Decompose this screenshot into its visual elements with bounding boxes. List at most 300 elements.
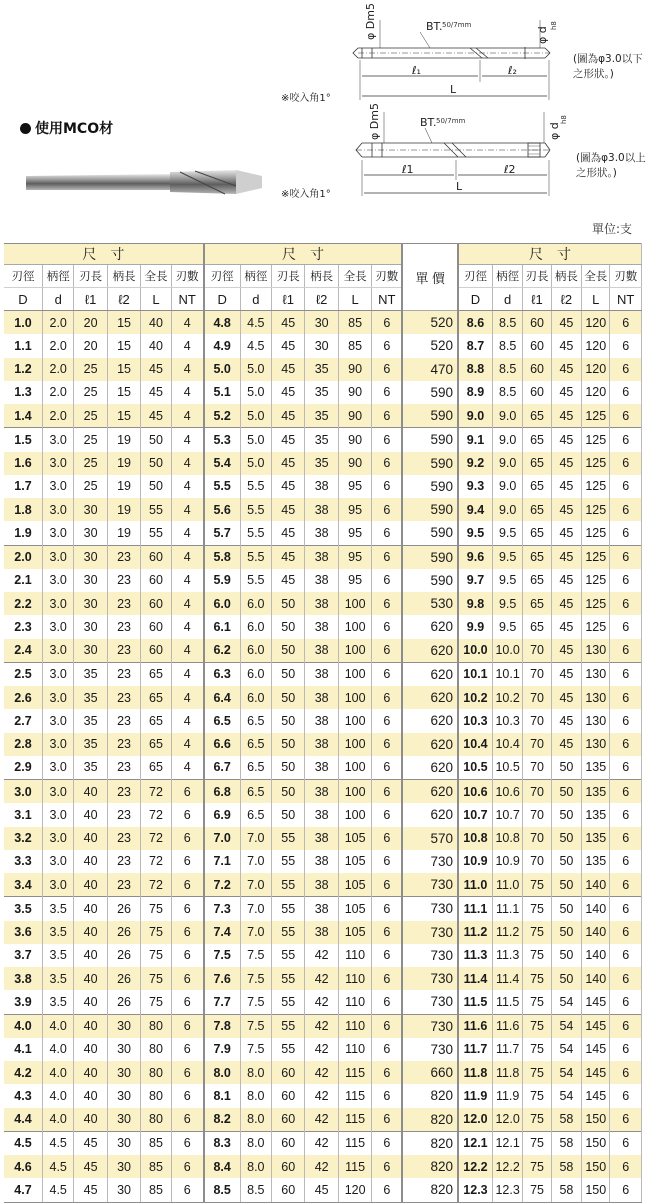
cell-blade-len: 65 <box>523 615 551 638</box>
cell-blade-dia: 11.5 <box>458 990 492 1014</box>
cell-total-len: 145 <box>582 1061 610 1084</box>
cell-blade-len: 40 <box>74 827 107 850</box>
cell-shank-len: 50 <box>551 780 581 804</box>
cell-flute-count: 6 <box>610 428 642 452</box>
cell-flute-count: 6 <box>372 709 402 732</box>
spec-table <box>4 243 642 1203</box>
cell-shank-dia: 10.9 <box>492 850 522 873</box>
cell-blade-len: 65 <box>523 428 551 452</box>
cell-blade-dia: 3.2 <box>4 827 43 850</box>
cell-total-len: 100 <box>338 756 371 780</box>
cell-shank-dia: 5.0 <box>240 381 271 404</box>
cell-flute-count: 6 <box>171 873 203 897</box>
cell-blade-len: 40 <box>74 1061 107 1084</box>
cell-blade-dia: 9.9 <box>458 615 492 638</box>
cell-total-len: 150 <box>582 1178 610 1202</box>
cell-total-len: 130 <box>582 709 610 732</box>
columns_cn-2-3: 柄長 <box>551 265 581 288</box>
cell-flute-count: 6 <box>171 990 203 1014</box>
cell-total-len: 72 <box>141 803 171 826</box>
cell-shank-len: 42 <box>305 967 338 990</box>
cell-blade-dia: 5.7 <box>204 521 240 545</box>
cell-flute-count: 4 <box>171 358 203 381</box>
cell-blade-dia: 1.1 <box>4 334 43 357</box>
cell-blade-dia: 1.4 <box>4 404 43 428</box>
cell-total-len: 90 <box>338 452 371 475</box>
cell-flute-count: 6 <box>610 452 642 475</box>
cell-flute-count: 6 <box>610 944 642 967</box>
cell-total-len: 145 <box>582 990 610 1014</box>
table-row <box>4 521 642 545</box>
cell-unit-price: 590 <box>402 569 458 592</box>
cell-blade-len: 55 <box>272 827 305 850</box>
cell-shank-dia: 6.0 <box>240 639 271 663</box>
cell-unit-price: 660 <box>402 1061 458 1084</box>
cell-blade-dia: 8.2 <box>204 1108 240 1132</box>
cell-shank-len: 23 <box>107 803 140 826</box>
cell-flute-count: 6 <box>372 428 402 452</box>
cell-shank-dia: 9.5 <box>492 545 522 569</box>
cell-unit-price: 820 <box>402 1108 458 1132</box>
cell-shank-dia: 3.0 <box>43 756 74 780</box>
material-text: 使用MCO材 <box>35 121 114 137</box>
cell-blade-len: 75 <box>523 1131 551 1155</box>
cell-blade-dia: 3.4 <box>4 873 43 897</box>
cell-shank-dia: 3.0 <box>43 615 74 638</box>
group-header-1: 尺 寸 <box>4 244 204 265</box>
cell-flute-count: 6 <box>610 873 642 897</box>
cell-shank-len: 15 <box>107 381 140 404</box>
cell-shank-len: 15 <box>107 404 140 428</box>
cell-shank-len: 50 <box>551 967 581 990</box>
cell-blade-dia: 7.6 <box>204 967 240 990</box>
cell-blade-len: 70 <box>523 827 551 850</box>
cell-flute-count: 6 <box>610 709 642 732</box>
cell-flute-count: 6 <box>171 1131 203 1155</box>
cell-total-len: 140 <box>582 921 610 944</box>
cell-blade-dia: 5.2 <box>204 404 240 428</box>
cell-flute-count: 6 <box>372 990 402 1014</box>
cell-flute-count: 6 <box>610 569 642 592</box>
cell-blade-dia: 2.0 <box>4 545 43 569</box>
cell-total-len: 100 <box>338 639 371 663</box>
cell-blade-len: 40 <box>74 897 107 921</box>
cell-total-len: 72 <box>141 780 171 804</box>
cell-shank-len: 38 <box>305 662 338 686</box>
cell-total-len: 110 <box>338 1038 371 1061</box>
cell-shank-len: 45 <box>551 615 581 638</box>
cell-flute-count: 6 <box>372 1108 402 1132</box>
table-row <box>4 873 642 897</box>
table-row <box>4 639 642 663</box>
cell-shank-dia: 4.0 <box>43 1014 74 1038</box>
dm-label-bottom: φ Dm5 <box>368 103 381 140</box>
cell-shank-len: 38 <box>305 569 338 592</box>
cell-flute-count: 4 <box>171 733 203 756</box>
cell-shank-dia: 3.5 <box>43 990 74 1014</box>
cell-blade-dia: 2.2 <box>4 592 43 615</box>
columns_sym-2-1: d <box>492 288 522 311</box>
cell-flute-count: 4 <box>171 756 203 780</box>
spec-table-body <box>4 244 642 1203</box>
table-row <box>4 428 642 452</box>
cell-total-len: 80 <box>141 1061 171 1084</box>
cell-flute-count: 6 <box>171 850 203 873</box>
cell-total-len: 115 <box>338 1061 371 1084</box>
cell-flute-count: 6 <box>372 686 402 709</box>
cell-blade-len: 60 <box>272 1155 305 1178</box>
cell-unit-price: 590 <box>402 498 458 521</box>
cell-shank-len: 19 <box>107 498 140 521</box>
cell-flute-count: 6 <box>372 1061 402 1084</box>
cell-blade-dia: 9.7 <box>458 569 492 592</box>
cell-blade-len: 60 <box>272 1061 305 1084</box>
table-row <box>4 381 642 404</box>
table-row <box>4 990 642 1014</box>
table-row <box>4 592 642 615</box>
cell-blade-dia: 6.2 <box>204 639 240 663</box>
cell-unit-price: 620 <box>402 615 458 638</box>
cell-blade-dia: 10.2 <box>458 686 492 709</box>
cell-flute-count: 6 <box>171 780 203 804</box>
cell-blade-dia: 4.2 <box>4 1061 43 1084</box>
cell-shank-dia: 3.5 <box>43 921 74 944</box>
cell-blade-dia: 10.8 <box>458 827 492 850</box>
table-row <box>4 615 642 638</box>
cell-blade-dia: 9.5 <box>458 521 492 545</box>
cell-blade-dia: 8.8 <box>458 358 492 381</box>
cell-blade-dia: 9.1 <box>458 428 492 452</box>
cell-shank-len: 35 <box>305 428 338 452</box>
cell-flute-count: 6 <box>610 358 642 381</box>
cell-blade-dia: 7.9 <box>204 1038 240 1061</box>
table-row <box>4 780 642 804</box>
cell-shank-len: 38 <box>305 803 338 826</box>
columns_sym-0-0: D <box>4 288 43 311</box>
cell-flute-count: 6 <box>372 733 402 756</box>
cell-shank-len: 42 <box>305 1038 338 1061</box>
cell-total-len: 95 <box>338 569 371 592</box>
cell-flute-count: 6 <box>372 803 402 826</box>
cell-unit-price: 620 <box>402 733 458 756</box>
cell-shank-dia: 2.0 <box>43 381 74 404</box>
cell-blade-dia: 12.0 <box>458 1108 492 1132</box>
cell-total-len: 145 <box>582 1084 610 1107</box>
cell-shank-dia: 3.0 <box>43 780 74 804</box>
cell-shank-dia: 6.0 <box>240 662 271 686</box>
cell-blade-dia: 9.2 <box>458 452 492 475</box>
cell-shank-dia: 5.0 <box>240 358 271 381</box>
cell-shank-len: 42 <box>305 1131 338 1155</box>
cell-shank-dia: 3.0 <box>43 521 74 545</box>
table-row <box>4 475 642 498</box>
cell-flute-count: 4 <box>171 639 203 663</box>
cell-shank-len: 50 <box>551 756 581 780</box>
cell-shank-len: 30 <box>107 1108 140 1132</box>
table-row <box>4 1131 642 1155</box>
cell-blade-dia: 3.6 <box>4 921 43 944</box>
cell-total-len: 105 <box>338 827 371 850</box>
cell-blade-len: 55 <box>272 873 305 897</box>
cell-blade-dia: 2.6 <box>4 686 43 709</box>
cell-total-len: 100 <box>338 780 371 804</box>
cell-blade-len: 50 <box>272 780 305 804</box>
cell-flute-count: 6 <box>372 967 402 990</box>
cell-total-len: 80 <box>141 1038 171 1061</box>
cell-blade-dia: 2.4 <box>4 639 43 663</box>
cell-blade-len: 75 <box>523 1084 551 1107</box>
cell-blade-dia: 10.3 <box>458 709 492 732</box>
cell-blade-dia: 6.9 <box>204 803 240 826</box>
cell-blade-len: 50 <box>272 686 305 709</box>
cell-flute-count: 4 <box>171 404 203 428</box>
table-row <box>4 404 642 428</box>
cell-total-len: 75 <box>141 944 171 967</box>
cell-blade-dia: 4.9 <box>204 334 240 357</box>
cell-shank-dia: 6.0 <box>240 686 271 709</box>
cell-flute-count: 6 <box>372 545 402 569</box>
cell-total-len: 130 <box>582 662 610 686</box>
columns_sym-0-2: ℓ1 <box>74 288 107 311</box>
cell-shank-dia: 7.5 <box>240 1038 271 1061</box>
cell-unit-price: 590 <box>402 428 458 452</box>
cell-total-len: 40 <box>141 311 171 335</box>
table-row <box>4 1061 642 1084</box>
columns_sym-0-1: d <box>43 288 74 311</box>
cell-flute-count: 6 <box>171 1108 203 1132</box>
cell-blade-dia: 12.2 <box>458 1155 492 1178</box>
cell-blade-len: 75 <box>523 1061 551 1084</box>
cell-shank-len: 45 <box>551 498 581 521</box>
cell-blade-len: 30 <box>74 545 107 569</box>
cell-total-len: 45 <box>141 381 171 404</box>
cell-shank-len: 38 <box>305 827 338 850</box>
cell-shank-len: 26 <box>107 990 140 1014</box>
cell-blade-dia: 7.7 <box>204 990 240 1014</box>
cell-flute-count: 6 <box>372 404 402 428</box>
cell-blade-dia: 1.3 <box>4 381 43 404</box>
table-row <box>4 803 642 826</box>
cell-flute-count: 4 <box>171 615 203 638</box>
material-label <box>20 118 113 138</box>
cell-shank-dia: 9.0 <box>492 404 522 428</box>
cell-shank-dia: 4.5 <box>43 1155 74 1178</box>
bt-label-top: BT. <box>426 20 443 33</box>
cell-shank-len: 45 <box>551 545 581 569</box>
cell-total-len: 60 <box>141 639 171 663</box>
cell-shank-len: 50 <box>551 850 581 873</box>
cell-blade-len: 45 <box>272 404 305 428</box>
cell-shank-dia: 8.5 <box>492 311 522 335</box>
cell-flute-count: 6 <box>610 1014 642 1038</box>
cell-shank-len: 38 <box>305 733 338 756</box>
shape-note-large: (圖為φ3.0以上之形狀。) <box>576 152 646 179</box>
cell-flute-count: 6 <box>372 639 402 663</box>
cell-blade-dia: 4.3 <box>4 1084 43 1107</box>
cell-total-len: 105 <box>338 850 371 873</box>
cell-shank-len: 23 <box>107 615 140 638</box>
cell-shank-dia: 3.0 <box>43 827 74 850</box>
cell-shank-len: 38 <box>305 545 338 569</box>
cell-shank-dia: 3.5 <box>43 967 74 990</box>
cell-shank-dia: 10.8 <box>492 827 522 850</box>
cell-total-len: 60 <box>141 569 171 592</box>
columns_sym-0-3: ℓ2 <box>107 288 140 311</box>
cell-shank-len: 38 <box>305 873 338 897</box>
cell-shank-len: 30 <box>107 1084 140 1107</box>
cell-flute-count: 6 <box>610 1155 642 1178</box>
cell-shank-len: 23 <box>107 733 140 756</box>
cell-shank-dia: 6.5 <box>240 803 271 826</box>
cell-blade-len: 45 <box>74 1155 107 1178</box>
cell-total-len: 85 <box>141 1178 171 1202</box>
cell-blade-dia: 8.1 <box>204 1084 240 1107</box>
cell-shank-dia: 6.5 <box>240 709 271 732</box>
cell-shank-dia: 3.5 <box>43 944 74 967</box>
cell-blade-dia: 9.4 <box>458 498 492 521</box>
cell-total-len: 90 <box>338 404 371 428</box>
cell-blade-len: 30 <box>74 569 107 592</box>
cell-total-len: 90 <box>338 428 371 452</box>
cell-total-len: 75 <box>141 897 171 921</box>
cell-shank-dia: 6.5 <box>240 780 271 804</box>
cell-unit-price: 590 <box>402 545 458 569</box>
cell-shank-dia: 5.5 <box>240 569 271 592</box>
cell-shank-len: 35 <box>305 452 338 475</box>
cell-shank-dia: 7.5 <box>240 944 271 967</box>
cell-flute-count: 6 <box>171 944 203 967</box>
cell-unit-price: 590 <box>402 452 458 475</box>
cell-blade-dia: 10.1 <box>458 662 492 686</box>
cell-blade-dia: 8.0 <box>204 1061 240 1084</box>
cell-total-len: 125 <box>582 475 610 498</box>
cell-blade-dia: 3.9 <box>4 990 43 1014</box>
bt-sup-top: 50/7mm <box>442 21 472 29</box>
cell-shank-len: 30 <box>107 1178 140 1202</box>
columns_cn-1-5: 刃數 <box>372 265 402 288</box>
cell-total-len: 100 <box>338 686 371 709</box>
columns_sym-1-1: d <box>240 288 271 311</box>
l1-label-bottom: ℓ1 <box>402 163 414 176</box>
columns_cn-2-4: 全長 <box>582 265 610 288</box>
cell-unit-price: 620 <box>402 639 458 663</box>
cell-blade-dia: 5.6 <box>204 498 240 521</box>
cell-blade-len: 75 <box>523 873 551 897</box>
header-row-symbols <box>4 288 642 311</box>
cell-flute-count: 6 <box>610 921 642 944</box>
cell-total-len: 100 <box>338 709 371 732</box>
cell-blade-len: 50 <box>272 615 305 638</box>
columns_sym-2-2: ℓ1 <box>523 288 551 311</box>
cell-blade-len: 65 <box>523 521 551 545</box>
columns_cn-1-0: 刃徑 <box>204 265 240 288</box>
columns_cn-0-1: 柄徑 <box>43 265 74 288</box>
cell-blade-dia: 11.7 <box>458 1038 492 1061</box>
table-row <box>4 709 642 732</box>
cell-shank-len: 35 <box>305 381 338 404</box>
shape-note-small: (圖為φ3.0以下之形狀。) <box>573 53 643 80</box>
cell-blade-dia: 5.5 <box>204 475 240 498</box>
cell-blade-len: 60 <box>523 311 551 335</box>
cell-total-len: 105 <box>338 921 371 944</box>
cell-flute-count: 6 <box>610 1038 642 1061</box>
cell-total-len: 72 <box>141 873 171 897</box>
cell-total-len: 125 <box>582 498 610 521</box>
cell-shank-len: 38 <box>305 521 338 545</box>
cell-shank-len: 38 <box>305 709 338 732</box>
entry-angle-note-bottom: ※咬入角1° <box>281 189 331 200</box>
cell-shank-dia: 4.5 <box>240 311 271 335</box>
cell-blade-len: 55 <box>272 921 305 944</box>
cell-total-len: 150 <box>582 1108 610 1132</box>
cell-shank-dia: 12.0 <box>492 1108 522 1132</box>
cell-blade-dia: 1.8 <box>4 498 43 521</box>
cell-total-len: 145 <box>582 1038 610 1061</box>
cell-blade-len: 70 <box>523 686 551 709</box>
cell-shank-dia: 2.0 <box>43 334 74 357</box>
columns_cn-2-0: 刃徑 <box>458 265 492 288</box>
cell-total-len: 75 <box>141 967 171 990</box>
cell-shank-dia: 8.0 <box>240 1155 271 1178</box>
cell-total-len: 95 <box>338 475 371 498</box>
cell-total-len: 130 <box>582 639 610 663</box>
cell-shank-len: 42 <box>305 1061 338 1084</box>
cell-blade-len: 40 <box>74 1038 107 1061</box>
cell-total-len: 90 <box>338 358 371 381</box>
cell-total-len: 125 <box>582 404 610 428</box>
cell-shank-len: 23 <box>107 592 140 615</box>
columns_cn-0-5: 刃數 <box>171 265 203 288</box>
cell-unit-price: 730 <box>402 921 458 944</box>
cell-blade-dia: 4.8 <box>204 311 240 335</box>
cell-flute-count: 4 <box>171 311 203 335</box>
cell-shank-len: 19 <box>107 521 140 545</box>
cell-total-len: 110 <box>338 944 371 967</box>
cell-flute-count: 6 <box>610 1061 642 1084</box>
columns_sym-1-0: D <box>204 288 240 311</box>
cell-shank-dia: 8.0 <box>240 1061 271 1084</box>
cell-shank-dia: 11.8 <box>492 1061 522 1084</box>
cell-blade-len: 25 <box>74 428 107 452</box>
cell-unit-price: 730 <box>402 873 458 897</box>
cell-blade-len: 40 <box>74 944 107 967</box>
cell-blade-len: 70 <box>523 639 551 663</box>
cell-shank-dia: 3.0 <box>43 733 74 756</box>
cell-flute-count: 6 <box>372 944 402 967</box>
cell-total-len: 150 <box>582 1155 610 1178</box>
columns_sym-0-5: NT <box>171 288 203 311</box>
table-row <box>4 311 642 335</box>
cell-shank-dia: 7.0 <box>240 873 271 897</box>
cell-shank-dia: 10.2 <box>492 686 522 709</box>
columns_sym-1-3: ℓ2 <box>305 288 338 311</box>
cell-shank-len: 45 <box>305 1178 338 1202</box>
cell-unit-price: 520 <box>402 311 458 335</box>
table-row <box>4 686 642 709</box>
cell-shank-dia: 9.0 <box>492 452 522 475</box>
cell-total-len: 130 <box>582 686 610 709</box>
cell-shank-len: 38 <box>305 639 338 663</box>
cell-total-len: 85 <box>141 1131 171 1155</box>
cell-total-len: 115 <box>338 1131 371 1155</box>
cell-blade-len: 45 <box>272 381 305 404</box>
cell-flute-count: 4 <box>171 428 203 452</box>
cell-blade-len: 35 <box>74 756 107 780</box>
L-label-bottom: L <box>456 180 463 193</box>
cell-unit-price: 730 <box>402 897 458 921</box>
L-label-top: L <box>450 83 457 96</box>
cell-blade-len: 45 <box>272 475 305 498</box>
